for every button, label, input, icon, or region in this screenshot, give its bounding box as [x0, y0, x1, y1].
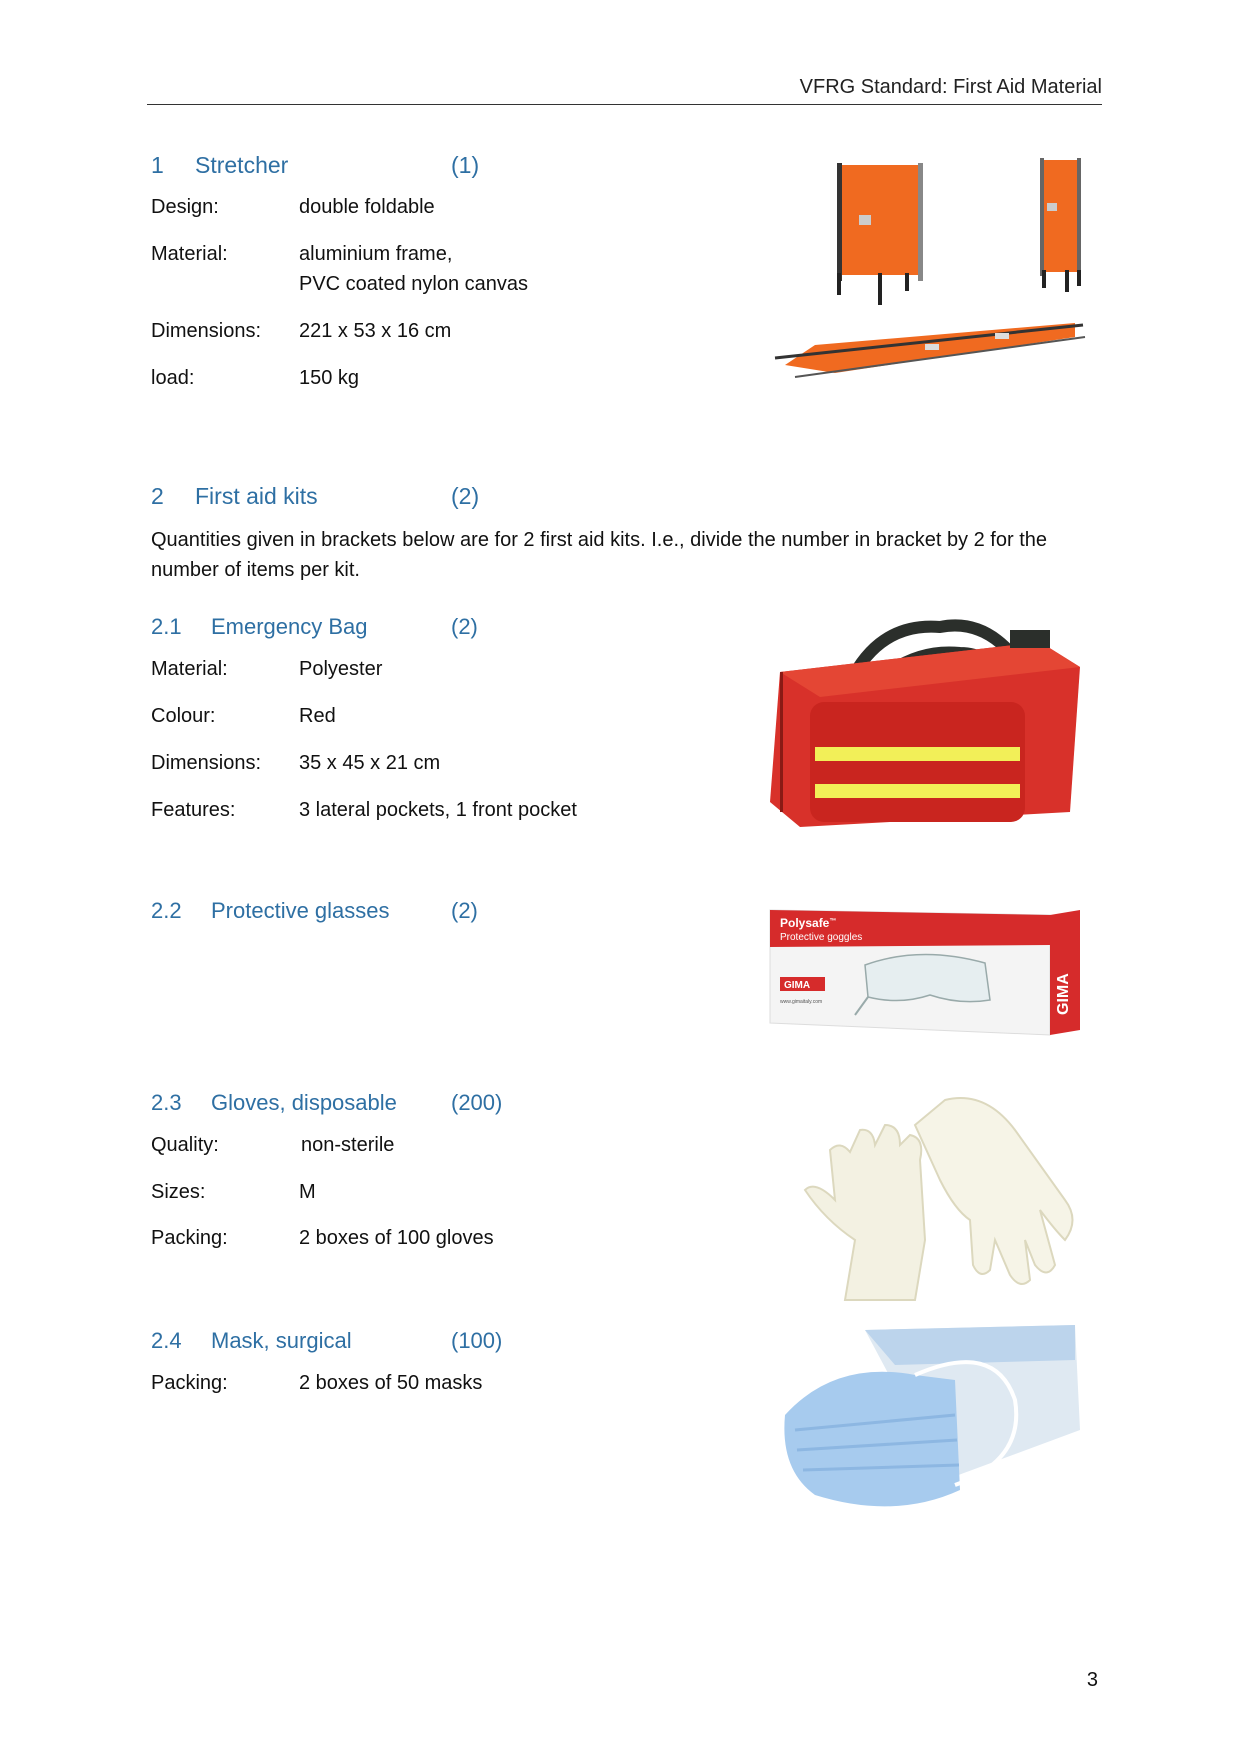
subsection-qty: (2)	[451, 614, 478, 639]
folded-stretcher-large	[837, 163, 923, 305]
spec-value: 35 x 45 x 21 cm	[299, 752, 441, 774]
subsection-qty: (200)	[451, 1090, 503, 1115]
section-qty: (2)	[451, 483, 480, 509]
subsection-number: 2.2	[151, 898, 182, 923]
section-number: 1	[151, 152, 164, 178]
spec-value-continued: PVC coated nylon canvas	[299, 273, 529, 295]
spec-value: Red	[299, 705, 336, 727]
box-logo-side: GIMA	[1055, 973, 1072, 1015]
section-number: 2	[151, 483, 164, 509]
spec-value: Polyester	[299, 658, 383, 680]
spec-label: Colour:	[151, 705, 216, 727]
surgical-mask-image	[775, 1320, 1095, 1530]
spec-value: 150 kg	[299, 367, 360, 389]
spec-label: Dimensions:	[151, 752, 262, 774]
kits-intro-line-2: number of items per kit.	[151, 559, 360, 581]
stretcher-image	[775, 155, 1095, 395]
spec-label: Packing:	[151, 1372, 228, 1394]
spec-label: Quality:	[151, 1134, 219, 1156]
subsection-title: Gloves, disposable	[211, 1090, 397, 1115]
spec-value: aluminium frame,	[299, 243, 453, 265]
folded-stretcher-small	[1040, 158, 1081, 292]
subsection-title: Protective glasses	[211, 898, 390, 923]
subsection-number: 2.1	[151, 614, 182, 639]
spec-label: Material:	[151, 243, 228, 265]
subsection-number: 2.3	[151, 1090, 182, 1115]
subsection-qty: (2)	[451, 898, 478, 923]
spec-value: 2 boxes of 50 masks	[299, 1372, 483, 1394]
spec-label: load:	[151, 367, 195, 389]
subsection-title: Emergency Bag	[211, 614, 368, 639]
open-stretcher	[775, 323, 1085, 377]
spec-label: Features:	[151, 799, 236, 821]
spec-label: Design:	[151, 196, 219, 218]
subsection-title: Mask, surgical	[211, 1328, 352, 1353]
box-subtitle: Protective goggles	[780, 932, 863, 943]
header-rule	[147, 104, 1102, 105]
box-trademark: ™	[829, 918, 837, 925]
box-logo-small: GIMA	[784, 980, 811, 991]
box-website: www.gimaitaly.com	[780, 999, 823, 1005]
spec-value: non-sterile	[301, 1134, 395, 1156]
spec-value: 2 boxes of 100 gloves	[299, 1227, 494, 1249]
spec-value: double foldable	[299, 196, 435, 218]
subsection-number: 2.4	[151, 1328, 182, 1353]
kits-intro-line-1: Quantities given in brackets below are for 2 first aid kits. I.e., divide the number in bracket by 2 for the	[151, 529, 1047, 551]
goggles-box-image	[770, 905, 1095, 1040]
spec-label: Dimensions:	[151, 320, 262, 342]
spec-value: 3 lateral pockets, 1 front pocket	[299, 799, 577, 821]
page-number: 3	[1086, 1669, 1098, 1691]
svg-text:Polysafe™	[780, 916, 836, 930]
spec-label: Material:	[151, 658, 228, 680]
emergency-bag-image	[760, 612, 1090, 842]
section-title: First aid kits	[195, 483, 318, 509]
gloves-image	[785, 1090, 1090, 1305]
spec-value: M	[299, 1181, 316, 1203]
box-brand: Polysafe	[780, 916, 830, 930]
subsection-qty: (100)	[451, 1328, 503, 1353]
spec-value: 221 x 53 x 16 cm	[299, 320, 452, 342]
section-title: Stretcher	[195, 152, 289, 178]
spec-label: Sizes:	[151, 1181, 206, 1203]
spec-label: Packing:	[151, 1227, 228, 1249]
section-qty: (1)	[451, 152, 480, 178]
running-header: VFRG Standard: First Aid Material	[799, 76, 1102, 98]
